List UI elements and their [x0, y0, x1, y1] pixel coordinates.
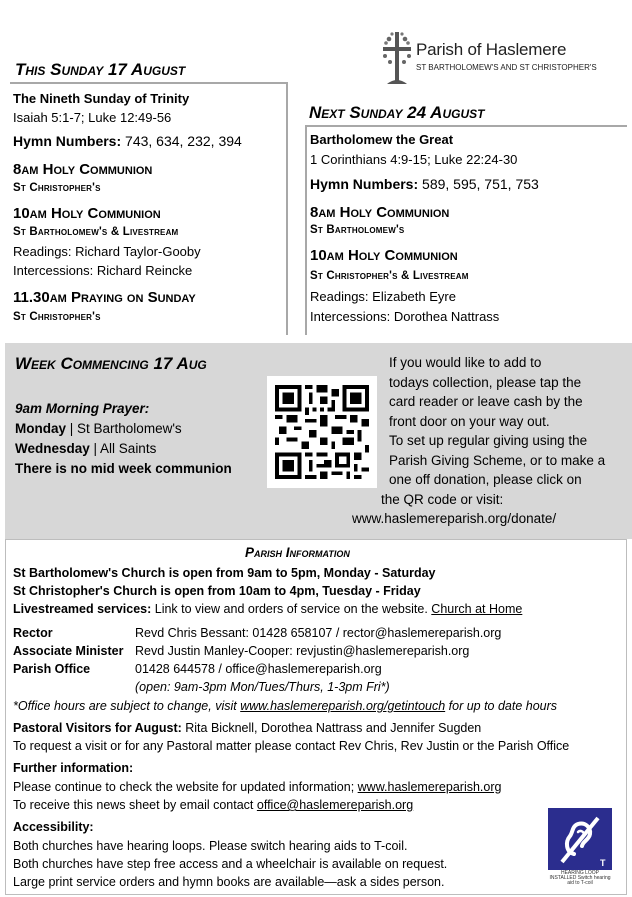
giving-line: the QR code or visit: — [381, 491, 504, 507]
service-place: St Bartholomew's & Livestream — [13, 226, 179, 238]
parish-logo — [380, 30, 597, 86]
contact-role: Parish Office — [13, 662, 91, 676]
parish-information-section — [5, 539, 627, 895]
website-link[interactable]: www.haslemereparish.org — [357, 780, 502, 794]
donate-link[interactable]: www.haslemereparish.org/donate/ — [352, 511, 557, 526]
church-at-home-link[interactable]: Church at Home — [431, 602, 523, 616]
office-hours-note: *Office hours are subject to change, visit www.haslemereparish.org/getintouch for up to date hours — [13, 699, 558, 713]
office-hours: (open: 9am-3pm Mon/Tues/Thurs, 1-3pm Fri*) — [135, 680, 390, 694]
accessibility-heading: Accessibility: — [13, 820, 94, 834]
further-info-heading: Further information: — [13, 761, 134, 775]
service-place: St Christopher's & Livestream — [310, 270, 469, 282]
next-sunday-heading: Next Sunday 24 August — [309, 103, 485, 122]
wednesday-prayer: Wednesday | All Saints — [15, 441, 157, 456]
week-commencing-section — [5, 343, 632, 539]
newsletter-info: To receive this news sheet by email contact office@haslemereparish.org — [13, 798, 414, 812]
no-communion-note: There is no mid week communion — [15, 461, 232, 476]
contact-role: Rector — [13, 626, 53, 640]
monday-prayer: Monday | St Bartholomew's — [15, 421, 182, 436]
christophers-opening-hours: St Christopher's Church is open from 10am to 4pm, Tuesday - Friday — [13, 584, 421, 598]
this-sunday-readings: Isaiah 5:1-7; Luke 12:49-56 — [13, 110, 172, 125]
giving-line: To set up regular giving using the — [389, 433, 588, 448]
service-place: St Christopher's — [13, 182, 101, 194]
donation-qr-code[interactable] — [267, 376, 377, 488]
get-in-touch-link[interactable]: www.haslemereparish.org/getintouch — [240, 699, 446, 713]
service-place: St Bartholomew's — [310, 224, 405, 236]
divider — [305, 125, 307, 335]
parish-info-title: Parish Information — [245, 545, 350, 560]
divider — [10, 82, 288, 84]
service-intercessions: Intercessions: Richard Reincke — [13, 263, 193, 278]
service-title: 10am Holy Communion — [310, 247, 458, 264]
service-title: 10am Holy Communion — [13, 205, 161, 222]
accessibility-line: Both churches have hearing loops. Please switch hearing aids to T-coil. — [13, 839, 408, 853]
qr-code-icon[interactable] — [275, 380, 369, 484]
service-title: 11.30am Praying on Sunday — [13, 289, 196, 306]
website-info: Please continue to check the website for updated information; www.haslemereparish.org — [13, 780, 502, 794]
morning-prayer-heading: 9am Morning Prayer: — [15, 401, 150, 416]
giving-line: card reader or leave cash by the — [389, 394, 583, 409]
service-readers: Readings: Elizabeth Eyre — [310, 289, 456, 304]
divider — [286, 82, 288, 335]
service-title: 8am Holy Communion — [13, 161, 153, 178]
service-place: St Christopher's — [13, 311, 101, 323]
contact-role: Associate Minister — [13, 644, 124, 658]
hearing-loop-caption: HEARING LOOP INSTALLED Switch hearing aid to T-coil — [549, 870, 611, 886]
hearing-loop-icon — [548, 808, 612, 870]
service-readers: Readings: Richard Taylor-Gooby — [13, 244, 201, 259]
giving-line: If you would like to add to — [389, 355, 542, 370]
livestream-info: Livestreamed services: Link to view and orders of service on the website. Church at Home — [13, 602, 523, 616]
office-email-link[interactable]: office@haslemereparish.org — [256, 798, 414, 812]
next-sunday-readings: 1 Corinthians 4:9-15; Luke 22:24-30 — [310, 152, 518, 167]
tree-cross-icon — [380, 30, 414, 86]
svg-text:T: T — [600, 858, 606, 868]
service-intercessions: Intercessions: Dorothea Nattrass — [310, 309, 500, 324]
giving-line: front door on your way out. — [389, 413, 550, 429]
service-title: 8am Holy Communion — [310, 204, 450, 221]
logo-subtitle: ST BARTHOLOMEW'S AND ST CHRISTOPHER'S — [416, 63, 597, 72]
next-sunday-section — [305, 101, 627, 335]
this-sunday-occasion: The Nineth Sunday of Trinity — [13, 91, 190, 106]
accessibility-line: Both churches have step free access and a wheelchair is available on request. — [13, 857, 448, 871]
this-sunday-heading: This Sunday 17 August — [15, 60, 186, 79]
giving-line: one off donation, please click on — [389, 472, 582, 487]
pastoral-visitors: Pastoral Visitors for August: Rita Bicknell, Dorothea Nattrass and Jennifer Sugden — [13, 721, 482, 735]
next-sunday-occasion: Bartholomew the Great — [310, 132, 454, 147]
barts-opening-hours: St Bartholomew's Church is open from 9am to 5pm, Monday - Saturday — [13, 566, 436, 580]
contact-details: Revd Chris Bessant: 01428 658107 / rector@haslemereparish.org — [135, 626, 502, 640]
week-heading: Week Commencing 17 Aug — [15, 354, 207, 373]
this-sunday-hymns: Hymn Numbers: 743, 634, 232, 394 — [13, 133, 242, 149]
accessibility-line: Large print service orders and hymn books are available—ask a sides person. — [13, 875, 445, 889]
contact-details: 01428 644578 / office@haslemereparish.org — [135, 662, 382, 676]
logo-name: Parish of Haslemere — [416, 40, 567, 59]
pastoral-request: To request a visit or for any Pastoral matter please contact Rev Chris, Rev Justin or the Parish Office — [13, 739, 570, 753]
hearing-loop-sign — [548, 808, 612, 886]
this-sunday-section — [10, 60, 288, 335]
giving-line: todays collection, please tap the — [389, 374, 582, 390]
giving-line: Parish Giving Scheme, or to make a — [389, 452, 606, 468]
next-sunday-hymns: Hymn Numbers: 589, 595, 751, 753 — [310, 176, 539, 192]
contact-details: Revd Justin Manley-Cooper: revjustin@haslemereparish.org — [135, 644, 470, 658]
divider — [305, 125, 627, 127]
